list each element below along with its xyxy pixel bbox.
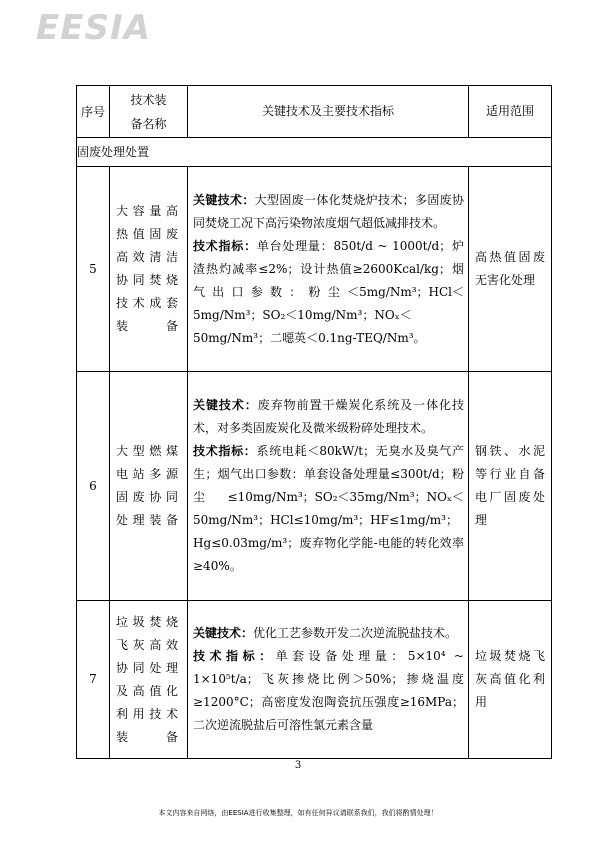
row-no: 7 <box>77 601 110 759</box>
row-tech <box>188 167 469 372</box>
key-tech-text: 大型固废一体化焚烧炉技术；多固废协同焚烧工况下高污染物浓度烟气超低减排技术。 <box>193 192 464 230</box>
indicator-text: 单套设备处理量：5×10⁴ ~ 1×10⁵t/a；飞灰掺烧比例＞50%；掺烧温度≥1200°C；高密度发泡陶瓷抗压强度≥16MPa；二次逆流脱盐后可溶性氯元素含量 <box>193 649 464 732</box>
table-row <box>77 372 552 601</box>
row-no: 5 <box>77 167 110 372</box>
footer-note: 本文内容来自网络，由EESIA进行收集整理，如有任何异议请联系我们，我们将酌情处理！ <box>158 809 438 817</box>
key-tech-text: 废弃物前置干燥炭化系统及一体化技术，对多类固废炭化及微米级粉碎处理技术。 <box>193 398 464 435</box>
page-number: 3 <box>294 760 302 771</box>
watermark-logo: EESIA <box>36 8 151 48</box>
row-name: 大容量高热值固废高效清洁协同焚烧技术成套装备 <box>110 167 188 372</box>
section-row <box>77 138 552 167</box>
row-name: 大型燃煤电站多源固废协同处理装备 <box>110 372 188 601</box>
indicator-label: 技术指标： <box>193 444 257 458</box>
header-scope: 适用范围 <box>469 86 552 138</box>
equipment-table <box>76 85 552 759</box>
key-tech-label: 关键技术： <box>193 398 258 412</box>
row-no: 6 <box>77 372 110 601</box>
row-scope: 高热值固废无害化处理 <box>469 167 552 372</box>
header-no: 序号 <box>77 86 110 138</box>
row-tech <box>188 372 469 601</box>
table-row <box>77 167 552 372</box>
header-name: 技术装备名称 <box>110 86 188 138</box>
table-row <box>77 601 552 759</box>
header-tech: 关键技术及主要技术指标 <box>188 86 469 138</box>
key-tech-label: 关键技术： <box>193 626 254 640</box>
indicator-text: 单台处理量：850t/d ~ 1000t/d；炉渣热灼减率≤2%；设计热值≥2600Kcal/kg；烟气出口参数：粉尘＜5mg/Nm³；HCl＜5mg/Nm³；SO₂＜10mg/Nm³；NOₓ＜50mg/Nm³；二噁英＜0.1ng-TEQ/Nm³。 <box>193 238 464 345</box>
key-tech-label: 关键技术： <box>193 192 255 207</box>
key-tech-text: 优化工艺参数开发二次逆流脱盐技术。 <box>253 626 458 640</box>
indicator-text: 系统电耗＜80kW/t；无臭水及臭气产生；烟气出口参数：单套设备处理量≤300t/d；粉尘≤10mg/Nm³；SO₂＜35mg/Nm³；NOₓ＜50mg/Nm³；HCl≤10mg/m³；HF≤1mg/m³；Hg≤0.03mg/m³；废弃物化学能-电能的转化效率≥40%。 <box>193 444 464 573</box>
row-name: 垃圾焚烧飞灰高效协同处理及高值化利用技术装备 <box>110 601 188 759</box>
row-scope: 垃圾焚烧飞灰高值化利用 <box>469 601 552 759</box>
row-scope: 钢铁、水泥等行业自备电厂固废处理 <box>469 372 552 601</box>
section-title: 固废处理处置 <box>77 138 552 167</box>
row-tech <box>188 601 469 759</box>
indicator-label: 技术指标： <box>193 238 257 253</box>
indicator-label: 技术指标： <box>193 649 276 663</box>
table-header-row <box>77 86 552 138</box>
